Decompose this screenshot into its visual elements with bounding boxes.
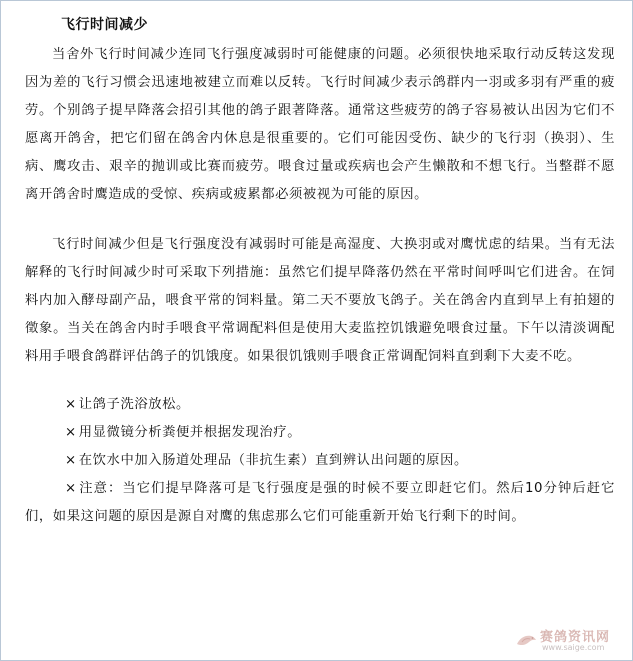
list-marker: × [65, 453, 77, 468]
list-item-text: 让鸽子洗浴放松。 [78, 397, 190, 412]
watermark-title: 赛鸽资讯网 [540, 630, 611, 645]
article-body [25, 15, 615, 531]
list-marker: × [65, 425, 77, 440]
site-watermark [514, 626, 626, 656]
article-title: 飞行时间减少 [61, 17, 148, 33]
pigeon-logo-icon [514, 628, 538, 652]
list-item-text: 在饮水中加入肠道处理品（非抗生素）直到辨认出问题的原因。 [78, 453, 468, 468]
list-marker: × [65, 397, 77, 412]
list-item [25, 447, 615, 475]
list-item [25, 391, 615, 419]
paragraph-2: 飞行时间减少但是飞行强度没有减弱时可能是高湿度、大换羽或对鹰忧虑的结果。当有无法解释的飞行时间减少时可采取下列措施：虽然它们提早降落仍然在平常时间呼叫它们进舍。在饲料内加入酵母副产品，喂食平常的饲料量。第二天不要放飞鸽子。关在鸽舍内直到早上有拍翅的徵象。当关在鸽舍内时手喂食平常调配料但是使用大麦监控饥饿避免喂食过量。下午以清淡调配料用手喂食鸽群评估鸽子的饥饿度。如果很饥饿则手喂食正常调配饲料直到剩下大麦不吃。 [25, 237, 615, 364]
paragraph-spacer [25, 371, 615, 391]
list-item [25, 419, 615, 447]
paragraph-spacer [25, 209, 615, 231]
list-item-text: 注意：当它们提早降落可是飞行强度是强的时候不要立即赶它们。然后10分钟后赶它们，如果这问题的原因是源自对鹰的焦虑那么它们可能重新开始飞行剩下的时间。 [25, 481, 615, 524]
list-marker: × [65, 481, 77, 496]
list-item-text: 用显微镜分析粪便并根据发现治疗。 [78, 425, 302, 440]
paragraph-1: 当舍外飞行时间减少连同飞行强度减弱时可能健康的问题。必须很快地采取行动反转这发现因为差的飞行习惯会迅速地被建立而难以反转。飞行时间减少表示鸽群内一羽或多羽有严重的疲劳。个别鸽子提早降落会招引其他的鸽子跟著降落。通常这些疲劳的鸽子容易被认出因为它们不愿离开鸽舍，把它们留在鸽舍内休息是很重要的。它们可能因受伤、缺少的飞行羽（换羽）、生病、鹰攻击、艰辛的抛训或比赛而疲劳。喂食过量或疾病也会产生懒散和不想飞行。当整群不愿离开鸽舍时鹰造成的受惊、疾病或疲累都必须被视为可能的原因。 [25, 47, 615, 202]
watermark-url: www.saige.com [542, 643, 605, 652]
list-item [25, 475, 615, 531]
